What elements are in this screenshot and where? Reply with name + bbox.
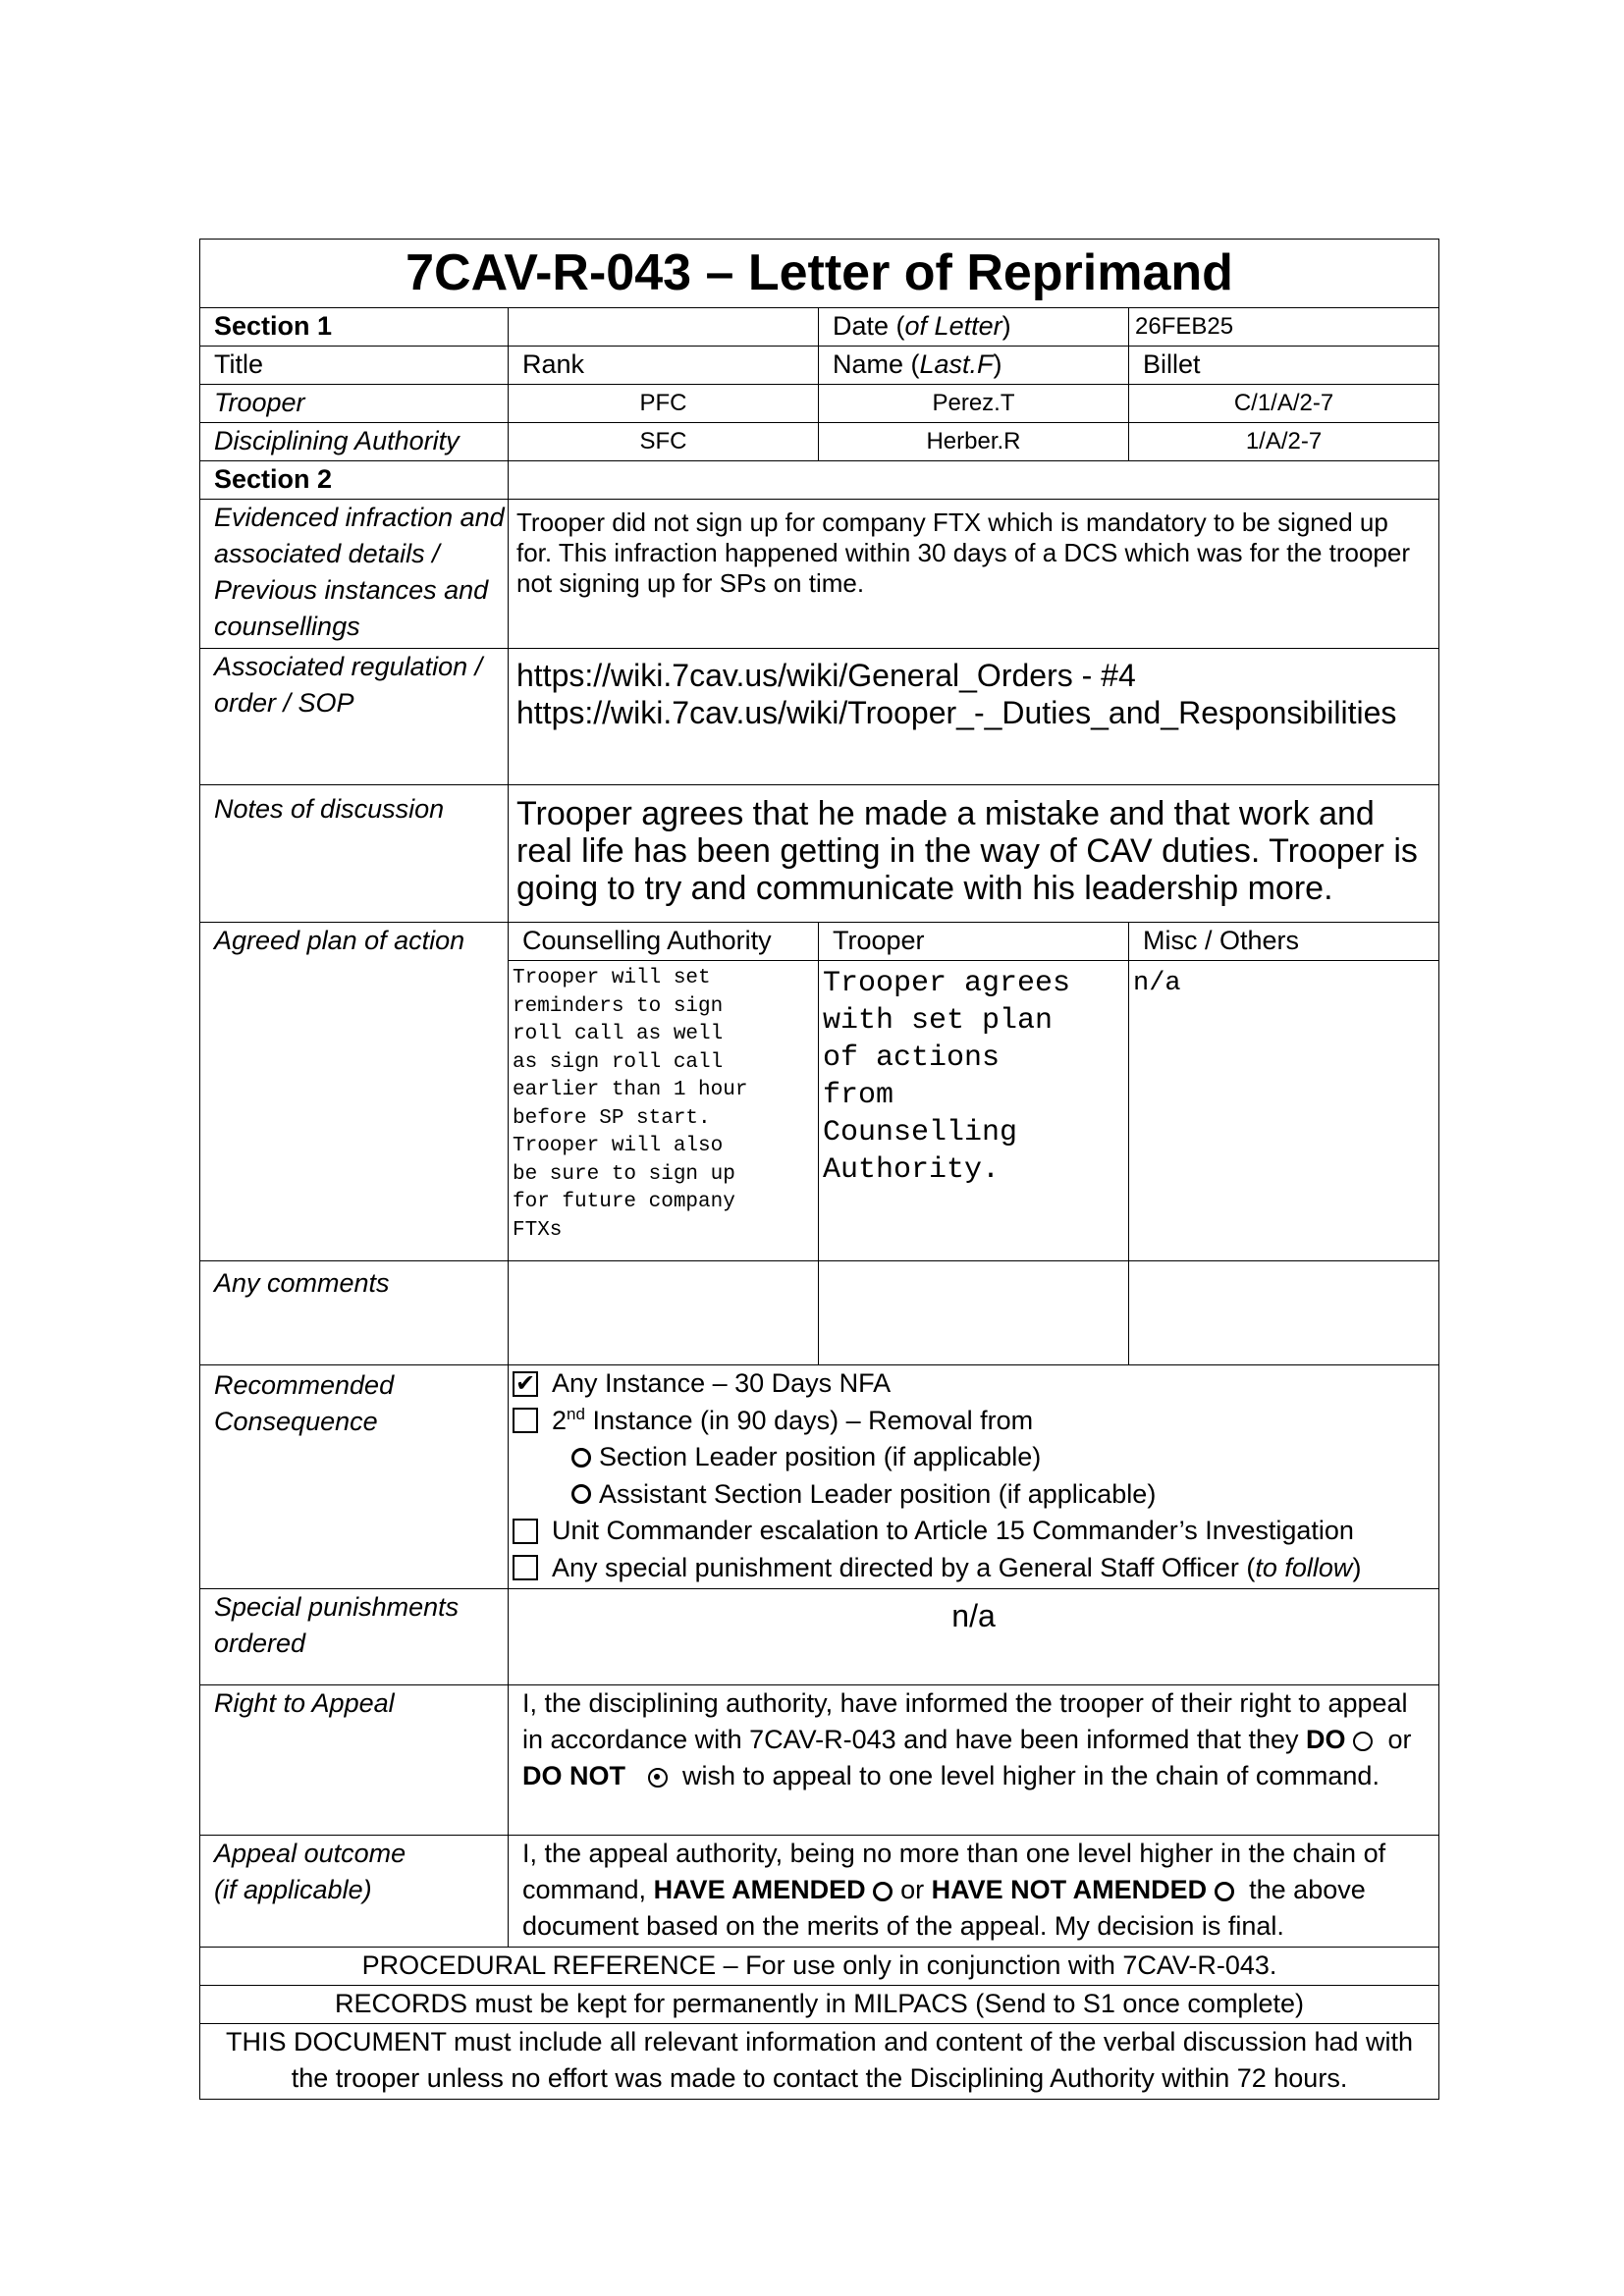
authority-billet[interactable]: 1/A/2-7: [1129, 423, 1439, 461]
footer-document-note: THIS DOCUMENT must include all relevant information and content of the verbal discussion had with the trooper unless no effort was made to contact the Disciplining Authority within 72 hours.: [200, 2024, 1439, 2100]
checkbox-empty-icon[interactable]: [513, 1408, 538, 1433]
regulation-link-1[interactable]: https://wiki.7cav.us/wiki/General_Orders - #4: [516, 658, 1136, 693]
appeal-label: Right to Appeal: [200, 1685, 509, 1836]
consequence-options: [509, 1365, 1439, 1589]
date-label: Date (of Letter): [819, 308, 1129, 347]
authority-name[interactable]: Herber.R: [819, 423, 1129, 461]
consequence-option-2b[interactable]: Assistant Section Leader position (if applicable): [513, 1476, 1438, 1514]
radio-empty-icon[interactable]: [571, 1448, 591, 1468]
plan-misc-text[interactable]: n/a: [1129, 961, 1439, 1261]
footer-procedural-reference: PROCEDURAL REFERENCE – For use only in conjunction with 7CAV-R-043.: [200, 1948, 1439, 1986]
header-name: Name (Last.F): [819, 347, 1129, 385]
consequence-label: Recommended Consequence: [200, 1365, 509, 1589]
plan-col-trooper: Trooper: [819, 923, 1129, 961]
notes-text[interactable]: Trooper agrees that he made a mistake and that work and real life has been getting in the way of CAV duties. Trooper is going to try and communicate with his leadership more.: [509, 785, 1439, 923]
appeal-do-not-radio-icon[interactable]: [648, 1768, 668, 1788]
form-title: 7CAV-R-043 – Letter of Reprimand: [200, 240, 1439, 308]
not-amended-radio-icon[interactable]: [1215, 1882, 1234, 1901]
section-1-blank: [509, 308, 819, 347]
regulation-link-2[interactable]: https://wiki.7cav.us/wiki/Trooper_-_Duties_and_Responsibilities: [516, 695, 1397, 730]
special-value[interactable]: n/a: [509, 1589, 1439, 1685]
footer-records: RECORDS must be kept for permanently in MILPACS (Send to S1 once complete): [200, 1986, 1439, 2024]
checkbox-empty-icon[interactable]: [513, 1555, 538, 1580]
plan-trooper-text[interactable]: Trooper agrees with set plan of actions from Counselling Authority.: [819, 961, 1129, 1261]
plan-label: Agreed plan of action: [200, 923, 509, 1261]
appeal-do-radio-icon[interactable]: [1353, 1732, 1373, 1751]
consequence-option-2[interactable]: 2nd Instance (in 90 days) – Removal from: [513, 1403, 1438, 1440]
section-2-label: Section 2: [200, 461, 509, 500]
date-value[interactable]: 26FEB25: [1129, 308, 1439, 347]
amended-radio-icon[interactable]: [873, 1882, 893, 1901]
plan-col-authority: Counselling Authority: [509, 923, 819, 961]
comments-trooper[interactable]: [819, 1261, 1129, 1365]
trooper-billet[interactable]: C/1/A/2-7: [1129, 385, 1439, 423]
special-label: Special punishments ordered: [200, 1589, 509, 1685]
trooper-label: Trooper: [200, 385, 509, 423]
regulation-label: Associated regulation / order / SOP: [200, 649, 509, 785]
header-title: Title: [200, 347, 509, 385]
comments-label: Any comments: [200, 1261, 509, 1365]
comments-misc[interactable]: [1129, 1261, 1439, 1365]
consequence-option-3[interactable]: Unit Commander escalation to Article 15 Commander’s Investigation: [513, 1513, 1438, 1550]
consequence-option-2a[interactable]: Section Leader position (if applicable): [513, 1439, 1438, 1476]
trooper-rank[interactable]: PFC: [509, 385, 819, 423]
regulation-text[interactable]: [509, 649, 1439, 785]
notes-label: Notes of discussion: [200, 785, 509, 923]
consequence-option-4[interactable]: Any special punishment directed by a General Staff Officer (to follow): [513, 1550, 1438, 1587]
infraction-label: Evidenced infraction and associated details / Previous instances and counsellings: [200, 500, 509, 649]
appeal-outcome-text: I, the appeal authority, being no more than one level higher in the chain of command, HAVE AMENDED or HAVE NOT AMENDED the above document based on the merits of the appeal. My decision is final.: [509, 1836, 1439, 1948]
header-rank: Rank: [509, 347, 819, 385]
checkbox-empty-icon[interactable]: [513, 1519, 538, 1544]
reprimand-form: [199, 239, 1439, 2100]
consequence-option-1[interactable]: ✔ Any Instance – 30 Days NFA: [513, 1365, 1438, 1403]
appeal-text: I, the disciplining authority, have informed the trooper of their right to appeal in accordance with 7CAV-R-043 and have been informed that they DO or DO NOT wish to appeal to one level higher in the chain of command.: [509, 1685, 1439, 1836]
infraction-text[interactable]: Trooper did not sign up for company FTX which is mandatory to be signed up for. This infraction happened within 30 days of a DCS which was for the trooper not signing up for SPs on time.: [509, 500, 1439, 649]
checkbox-checked-icon[interactable]: ✔: [513, 1371, 538, 1397]
header-billet: Billet: [1129, 347, 1439, 385]
authority-rank[interactable]: SFC: [509, 423, 819, 461]
appeal-outcome-label: Appeal outcome (if applicable): [200, 1836, 509, 1948]
comments-authority[interactable]: [509, 1261, 819, 1365]
plan-authority-text[interactable]: Trooper will set reminders to sign roll call as well as sign roll call earlier than 1 hour before SP start. Trooper will also be sure to sign up for future company FTXs: [509, 961, 819, 1261]
radio-empty-icon[interactable]: [571, 1484, 591, 1504]
section-1-label: Section 1: [200, 308, 509, 347]
plan-col-misc: Misc / Others: [1129, 923, 1439, 961]
section-2-blank: [509, 461, 1439, 500]
authority-label: Disciplining Authority: [200, 423, 509, 461]
trooper-name[interactable]: Perez.T: [819, 385, 1129, 423]
